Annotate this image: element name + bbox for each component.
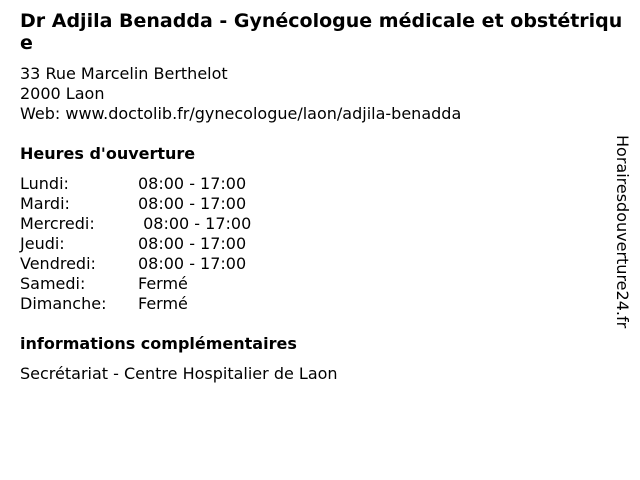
time-value: Fermé bbox=[138, 294, 188, 313]
day-label: Vendredi: bbox=[20, 254, 96, 273]
opening-hours-heading: Heures d'ouverture bbox=[20, 144, 196, 163]
hours-row-friday bbox=[20, 254, 620, 274]
time-value: 08:00 - 17:00 bbox=[138, 254, 247, 273]
site-watermark bbox=[612, 135, 634, 345]
opening-hours-table bbox=[20, 174, 620, 314]
website-text: Web: www.doctolib.fr/gynecologue/laon/adjila-benadda bbox=[20, 104, 462, 123]
hours-row-monday bbox=[20, 174, 620, 194]
hours-row-sunday bbox=[20, 294, 620, 314]
address-block bbox=[20, 64, 620, 124]
day-label: Jeudi: bbox=[20, 234, 65, 253]
day-label: Mardi: bbox=[20, 194, 70, 213]
additional-info-heading: informations complémentaires bbox=[20, 334, 297, 353]
time-value: 08:00 - 17:00 bbox=[138, 234, 247, 253]
page-title: Dr Adjila Benadda - Gynécologue médicale et obstétrique bbox=[20, 10, 623, 54]
hours-row-thursday bbox=[20, 234, 620, 254]
hours-row-wednesday bbox=[20, 214, 620, 234]
time-value: Fermé bbox=[138, 274, 188, 293]
time-value: 08:00 - 17:00 bbox=[138, 174, 247, 193]
address-street: 33 Rue Marcelin Berthelot bbox=[20, 64, 228, 83]
hours-row-saturday bbox=[20, 274, 620, 294]
day-label: Lundi: bbox=[20, 174, 69, 193]
additional-info-text: Secrétariat - Centre Hospitalier de Laon bbox=[20, 364, 338, 383]
day-label: Dimanche: bbox=[20, 294, 107, 313]
time-value: 08:00 - 17:00 bbox=[138, 214, 252, 233]
day-label: Mercredi: bbox=[20, 214, 95, 233]
time-value: 08:00 - 17:00 bbox=[138, 194, 247, 213]
hours-row-tuesday bbox=[20, 194, 620, 214]
address-city: 2000 Laon bbox=[20, 84, 105, 103]
watermark-text: Horairesdouverture24.fr bbox=[613, 135, 632, 329]
day-label: Samedi: bbox=[20, 274, 86, 293]
